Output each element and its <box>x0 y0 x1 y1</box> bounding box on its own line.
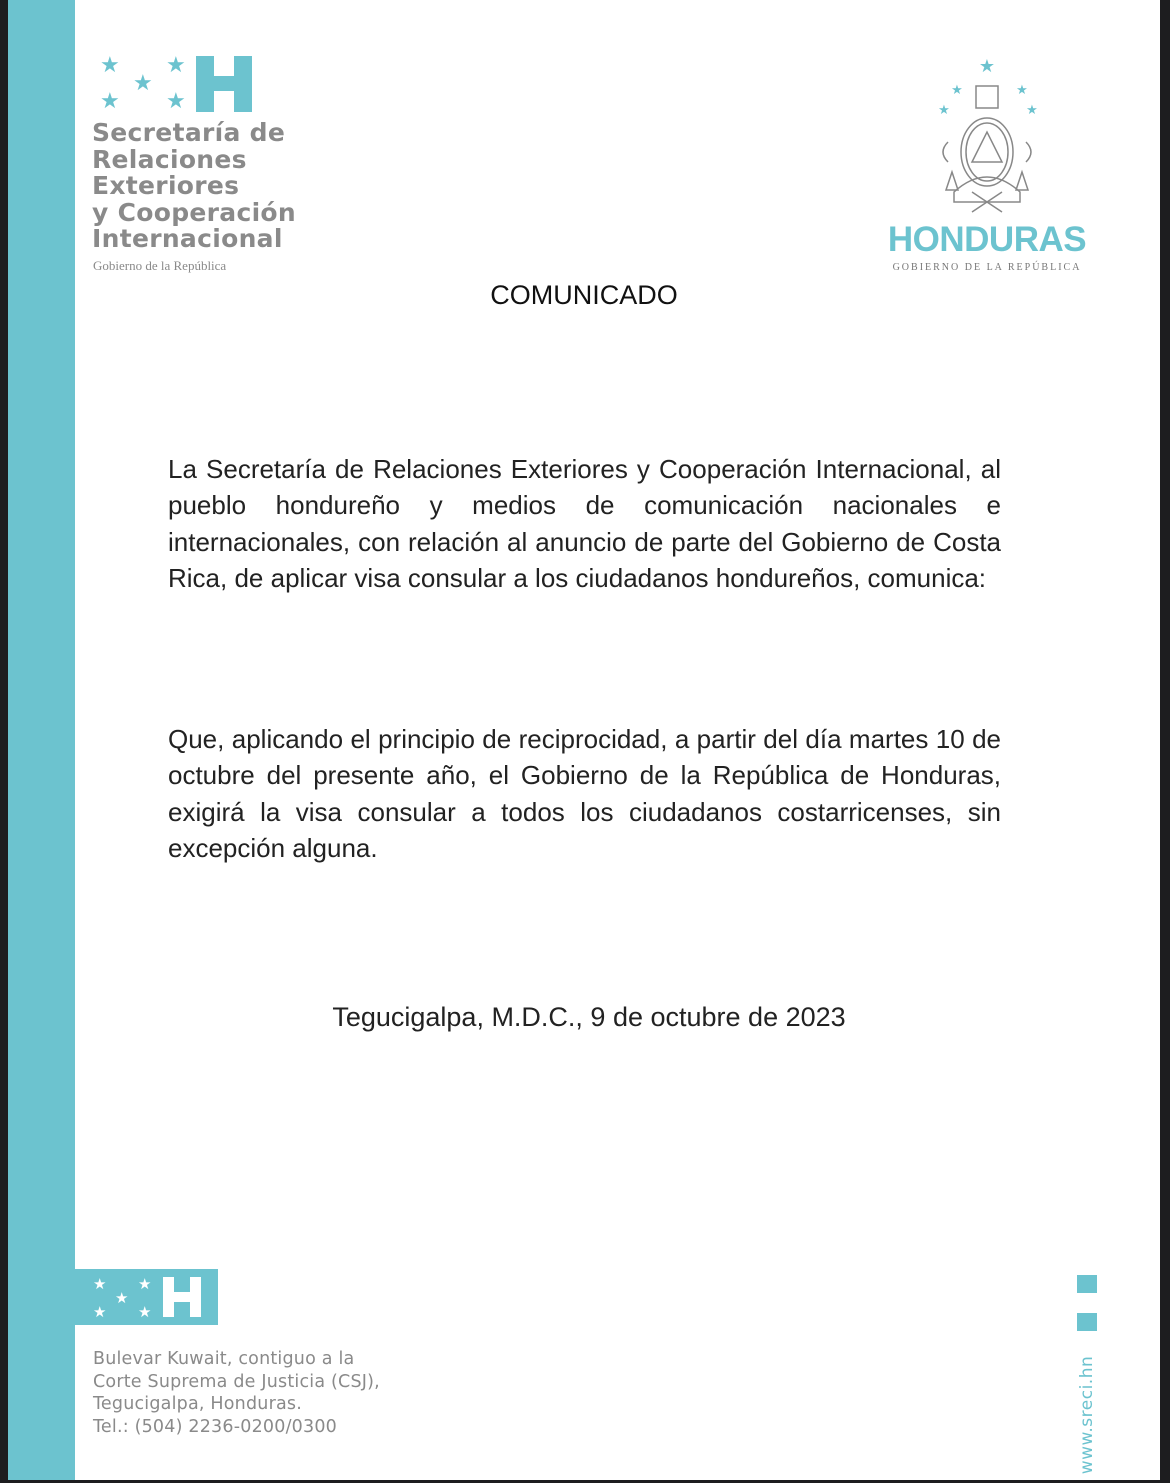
stars-icon: ★ ★ ★ ★ ★ <box>100 52 186 113</box>
svg-text:★: ★ <box>1026 102 1038 117</box>
decor-square <box>1077 1313 1097 1331</box>
svg-text:★: ★ <box>978 56 996 76</box>
country-name: HONDURAS <box>887 220 1087 259</box>
paragraph-2: Que, aplicando el principio de reciprocidad, a partir del día martes 10 de octubre del presente año, el Gobierno de la República de Honduras, exigirá la visa consular a todos los ciudadanos costarricenses, sin excepción alguna. <box>168 724 1001 863</box>
document-title: COMUNICADO <box>490 280 678 310</box>
decor-square <box>1077 1275 1097 1293</box>
coat-of-arms-icon <box>876 52 1098 217</box>
footer-address: Bulevar Kuwait, contiguo a la Corte Suprema de Justicia (CSJ), Tegucigalpa, Honduras. Tel.: (504) 2236-0200/0300 <box>93 1349 380 1437</box>
document-page <box>8 0 1160 1480</box>
svg-text:★: ★ <box>1016 82 1028 97</box>
paragraph-1: La Secretaría de Relaciones Exteriores y Cooperación Internacional, al pueblo hondureño y medios de comunicación nacionales e internacionales, con relación al anuncio de parte del Gobierno de Costa Rica, de aplicar visa consular a los ciudadanos hondureños, comunica: <box>168 454 1001 593</box>
h-logo-icon <box>196 56 252 112</box>
ministry-name: Secretaría de Relaciones Exteriores y Cooperación Internacional <box>92 118 297 253</box>
side-accent-bar <box>8 0 75 1480</box>
ministry-subtitle: Gobierno de la República <box>93 258 227 273</box>
svg-text:★: ★ <box>951 82 963 97</box>
honduras-logo <box>876 52 1098 282</box>
country-subtitle: GOBIERNO DE LA REPÚBLICA <box>892 262 1082 273</box>
website: www.sreci.hn <box>1077 1355 1097 1475</box>
date-line: Tegucigalpa, M.D.C., 9 de octubre de 2023 <box>332 1002 846 1032</box>
footer-logo: ★ ★ ★ ★ ★ <box>75 1269 218 1325</box>
svg-text:★: ★ <box>938 102 950 117</box>
